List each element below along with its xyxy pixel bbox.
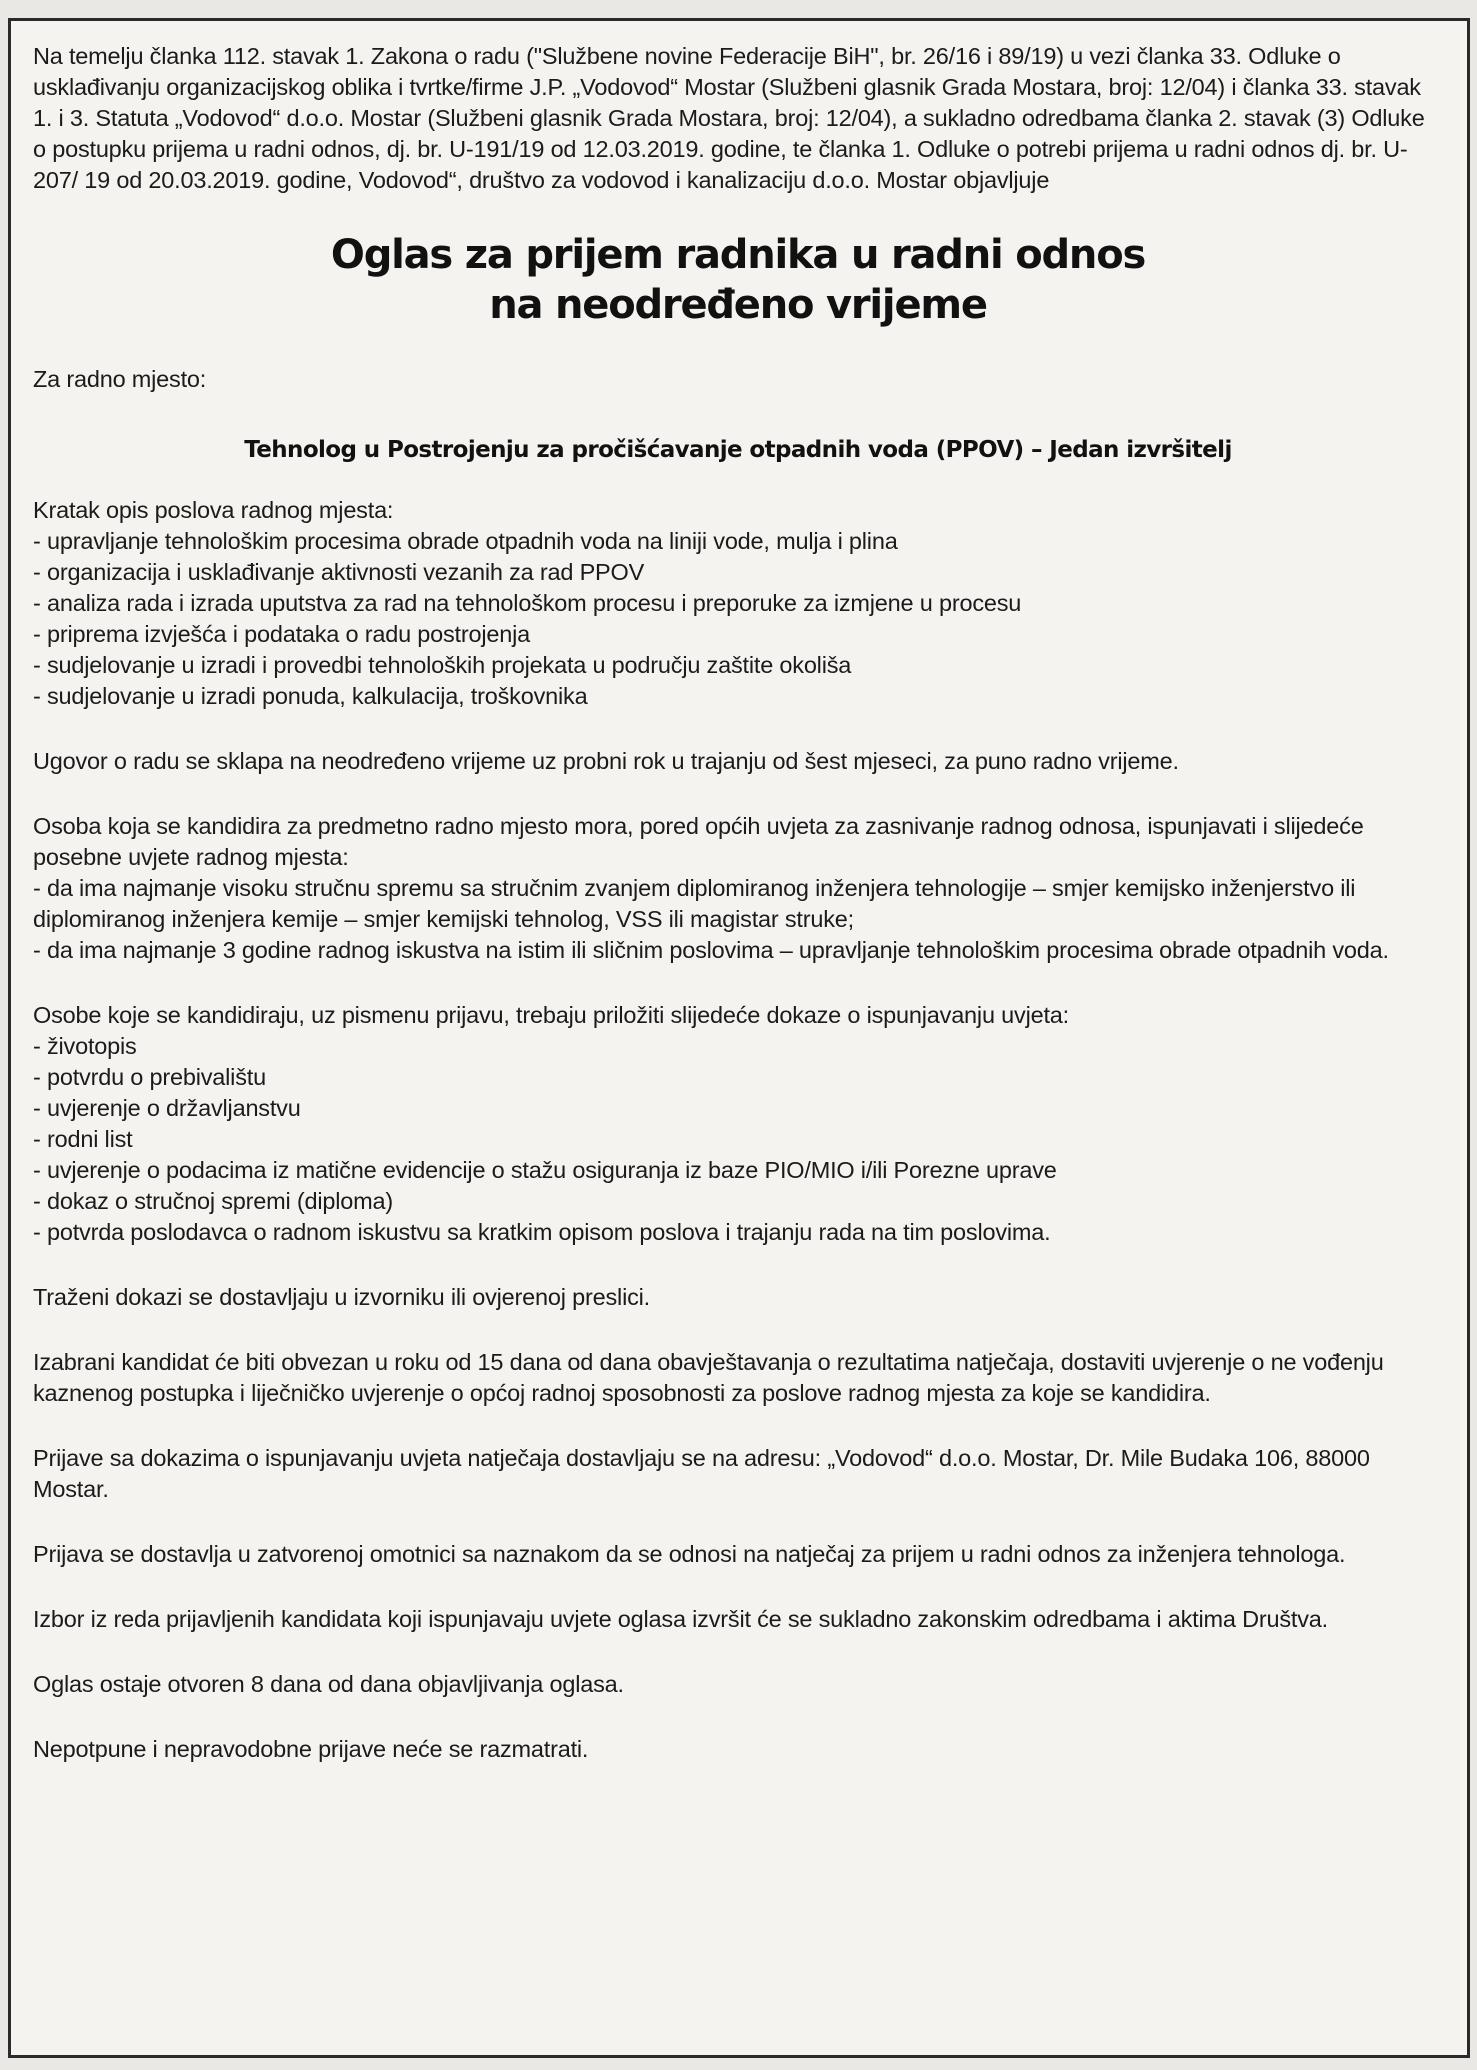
duty-item: - sudjelovanje u izradi ponuda, kalkulacija, troškovnika [33,681,1443,712]
duty-item: - sudjelovanje u izradi i provedbi tehnoloških projekata u području zaštite okoliša [33,650,1443,681]
document-item: - potvrda poslodavca o radnom iskustvu sa kratkim opisom poslova i trajanju rada na tim poslovima. [33,1217,1443,1248]
requirement-item: - da ima najmanje visoku stručnu spremu sa stručnim zvanjem diplomiranog inženjera tehnologije – smjer kemijsko inženjerstvo ili diplomiranog inženjera kemije – smjer kemijski tehnolog, VSS ili magistar struke; [33,873,1443,935]
documents-heading: Osobe koje se kandidiraju, uz pismenu prijavu, trebaju priložiti slijedeće dokaze o ispunjavanju uvjeta: [33,1002,1069,1028]
position-label: Za radno mjesto: [33,366,207,392]
duties-heading: Kratak opis poslova radnog mjesta: [33,497,394,523]
documents-list [33,1031,1443,1248]
ad-title [33,230,1443,330]
duties-list [33,526,1443,712]
open-period-paragraph: Oglas ostaje otvoren 8 dana od dana objavljivanja oglasa. [33,1671,624,1697]
proofs-paragraph: Traženi dokazi se dostavljaju u izvorniku ili ovjerenoj preslici. [33,1284,650,1310]
ad-title-line-2: na neodređeno vrijeme [489,282,987,328]
documents-section [33,1000,1443,1248]
requirements-heading: Osoba koja se kandidira za predmetno radno mjesto mora, pored općih uvjeta za zasnivanje radnog odnosa, ispunjavati i slijedeće posebne uvjete radnog mjesta: [33,813,1364,870]
duties-section [33,495,1443,712]
requirements-section [33,811,1443,966]
document-item: - uvjerenje o podacima iz matične evidencije o stažu osiguranja iz baze PIO/MIO i/ili Porezne uprave [33,1155,1443,1186]
requirement-item: - da ima najmanje 3 godine radnog iskustva na istim ili sličnim poslovima – upravljanje tehnološkim procesima obrade otpadnih voda. [33,935,1443,966]
job-ad-frame [8,18,1470,2058]
legal-basis-paragraph: Na temelju članka 112. stavak 1. Zakona o radu ("Službene novine Federacije BiH", br. 26/16 i 89/19) u vezi članka 33. Odluke o usklađivanju organizacijskog oblika i tvrtke/firme J.P. „Vodovod“ Mostar (Službeni glasnik Grada Mostara, broj: 12/04) i članka 33. stavak 1. i 3. Statuta „Vodovod“ d.o.o. Mostar (Službeni glasnik Grada Mostara, broj: 12/04), a sukladno odredbama članka 2. stavak (3) Odluke o postupku prijema u radni odnos, dj. br. U-191/19 od 12.03.2019. godine, te članka 1. Odluke o potrebi prijema u radni odnos dj. br. U-207/ 19 od 20.03.2019. godine, Vodovod“, društvo za vodovod i kanalizaciju d.o.o. Mostar objavljuje [33,43,1425,193]
document-item: - životopis [33,1031,1443,1062]
document-item: - potvrdu o prebivalištu [33,1062,1443,1093]
duty-item: - analiza rada i izrada uputstva za rad na tehnološkom procesu i preporuke za izmjene u procesu [33,588,1443,619]
selection-paragraph: Izbor iz reda prijavljenih kandidata koji ispunjavaju uvjete oglasa izvršit će se sukladno zakonskim odredbama i aktima Društva. [33,1606,1328,1632]
document-item: - uvjerenje o državljanstvu [33,1093,1443,1124]
incomplete-applications-paragraph: Nepotpune i nepravodobne prijave neće se razmatrati. [33,1736,589,1762]
duty-item: - organizacija i usklađivanje aktivnosti vezanih za rad PPOV [33,557,1443,588]
document-item: - rodni list [33,1124,1443,1155]
envelope-paragraph: Prijava se dostavlja u zatvorenoj omotnici sa naznakom da se odnosi na natječaj za prijem u radni odnos za inženjera tehnologa. [33,1541,1346,1567]
ad-title-line-1: Oglas za prijem radnika u radni odnos [330,232,1146,278]
duty-item: - upravljanje tehnološkim procesima obrade otpadnih voda na liniji vode, mulja i plina [33,526,1443,557]
selected-candidate-paragraph: Izabrani kandidat će biti obvezan u roku od 15 dana od dana obavještavanja o rezultatima natječaja, dostaviti uvjerenje o ne vođenju kaznenog postupka i liječničko uvjerenje o općoj radnoj sposobnosti za poslove radnog mjesta za koje se kandidira. [33,1349,1384,1406]
document-item: - dokaz o stručnoj spremi (diploma) [33,1186,1443,1217]
position-title: Tehnolog u Postrojenju za pročišćavanje otpadnih voda (PPOV) – Jedan izvršitelj [244,437,1232,463]
requirements-list [33,873,1443,966]
duty-item: - priprema izvješća i podataka o radu postrojenja [33,619,1443,650]
contract-paragraph: Ugovor o radu se sklapa na neodređeno vrijeme uz probni rok u trajanju od šest mjeseci, za puno radno vrijeme. [33,748,1179,774]
address-paragraph: Prijave sa dokazima o ispunjavanju uvjeta natječaja dostavljaju se na adresu: „Vodovod“ d.o.o. Mostar, Dr. Mile Budaka 106, 88000 Mostar. [33,1445,1370,1502]
